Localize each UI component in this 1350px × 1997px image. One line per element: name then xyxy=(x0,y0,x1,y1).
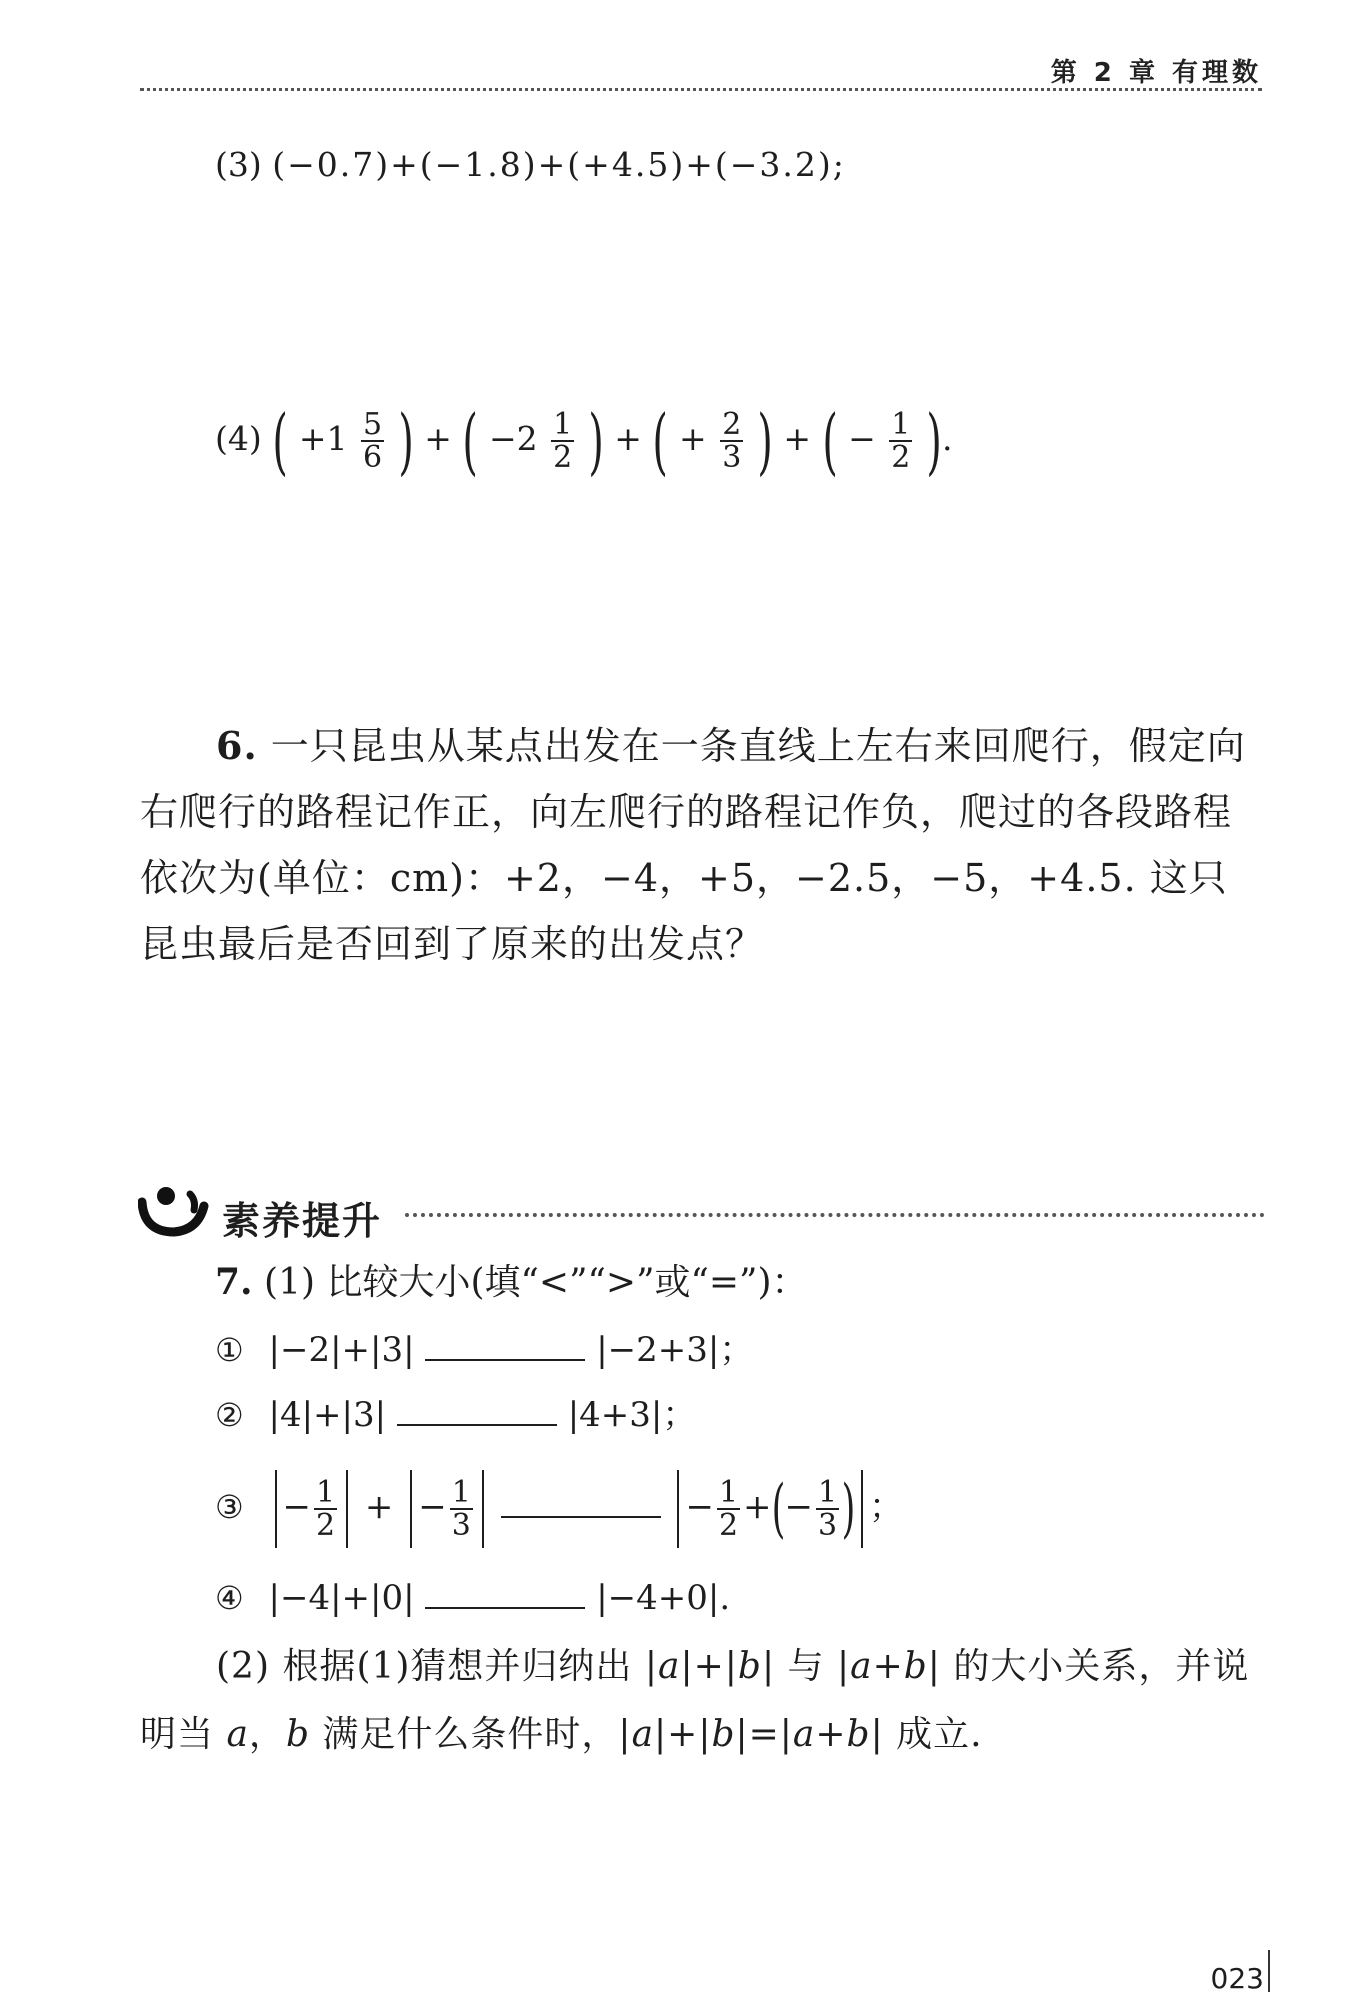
minus-sign: − xyxy=(784,1487,813,1527)
item-1-answer-blank[interactable] xyxy=(425,1359,585,1361)
abs-bar xyxy=(861,1470,863,1548)
paren-open: ( xyxy=(771,1472,785,1546)
var-a: a xyxy=(226,1714,249,1755)
abs-bar xyxy=(410,1470,412,1548)
var-b: b xyxy=(285,1714,310,1755)
part2-seg: |+| xyxy=(680,1646,738,1687)
frac-den: 3 xyxy=(818,1508,838,1543)
part2-seg: | 的大小关系，并说明当 xyxy=(140,1646,1250,1755)
part2-seg: 满足什么条件时，| xyxy=(309,1714,632,1755)
minus-sign: − xyxy=(282,1487,311,1527)
term1-whole: +1 xyxy=(298,419,348,458)
item-2-answer-blank[interactable] xyxy=(397,1424,557,1426)
item-3-frac-b xyxy=(450,1474,473,1543)
part2-seg: | 与 | xyxy=(761,1646,851,1687)
term4-num: 1 xyxy=(891,406,911,442)
var-a: a xyxy=(631,1714,655,1755)
compare-item-2 xyxy=(215,1395,696,1435)
term3-sign: + xyxy=(679,419,707,458)
frac-num: 1 xyxy=(451,1474,471,1510)
exercise-4 xyxy=(215,399,953,483)
item-1-right: |−2+3|； xyxy=(596,1330,754,1370)
section-title: 素养提升 xyxy=(222,1199,383,1243)
paren-open: ( xyxy=(821,399,838,483)
item-3-frac-c xyxy=(717,1474,740,1543)
part2-seg: |=| xyxy=(735,1714,793,1755)
paren-open: ( xyxy=(272,399,289,483)
page-number: 023 xyxy=(1210,1962,1264,1995)
term3-den: 3 xyxy=(722,440,742,475)
item-4-right: |−4+0|. xyxy=(596,1578,731,1618)
abs-bar xyxy=(677,1470,679,1548)
abs-bar xyxy=(275,1470,277,1548)
var-a: a xyxy=(658,1646,681,1687)
part2-seg: | 成立. xyxy=(870,1714,983,1755)
compare-item-3 xyxy=(215,1470,903,1560)
term1-den: 6 xyxy=(363,440,383,475)
item-3-marker: ③ xyxy=(215,1488,244,1526)
item-3-frac-a xyxy=(314,1474,337,1543)
item-3-frac-d xyxy=(816,1474,839,1543)
frac-den: 2 xyxy=(316,1508,336,1543)
frac-num: 1 xyxy=(718,1474,739,1510)
var-b: b xyxy=(737,1646,762,1687)
term1-fraction xyxy=(361,406,384,475)
plus-sign: + xyxy=(743,1487,772,1527)
paren-close: ) xyxy=(757,399,773,483)
question-7-part2 xyxy=(140,1633,1255,1769)
question-6-text: 一只昆虫从某点出发在一条直线上左右来回爬行，假定向右爬行的路程记作正，向左爬行的路程记作负，爬过的各段路程依次为(单位：cm)：+2，−4，+5，−2.5，−5，+4.5. 这只昆虫最后是否回到了原来的出发点？ xyxy=(140,724,1246,966)
item-2-left: |4|+|3| xyxy=(268,1395,387,1435)
item-3-end: ； xyxy=(869,1487,904,1527)
item-4-left: |−4|+|0| xyxy=(268,1578,415,1618)
chapter-header: 第 2 章 有理数 xyxy=(1050,58,1262,88)
plus-3: + xyxy=(783,419,812,458)
exercise-3-label: (3) xyxy=(215,145,262,184)
paren-close: ) xyxy=(588,399,604,483)
abs-bar xyxy=(482,1470,484,1548)
var-a-plus-b: a+b xyxy=(792,1714,871,1755)
paren-close: ) xyxy=(841,1472,856,1546)
question-7-part1 xyxy=(215,1262,808,1303)
header-dotted-rule xyxy=(140,88,1262,91)
plus-2: + xyxy=(614,419,642,458)
term4-fraction xyxy=(889,406,912,475)
term3-fraction xyxy=(720,406,743,475)
part2-seg: (2) 根据(1)猜想并归纳出 | xyxy=(216,1646,659,1687)
frac-num: 1 xyxy=(818,1474,838,1510)
paren-close: ) xyxy=(397,399,414,483)
part2-seg: |+| xyxy=(654,1714,712,1755)
term2-den: 2 xyxy=(553,440,573,475)
term4-sign: − xyxy=(848,419,876,458)
item-2-right: |4+3|； xyxy=(567,1395,697,1435)
paren-close: ) xyxy=(926,399,942,483)
part2-seg: ， xyxy=(248,1714,286,1755)
term2-whole: −2 xyxy=(488,419,538,458)
term3-num: 2 xyxy=(722,406,742,442)
question-7-part1-text: (1) 比较大小(填“<”“>”或“=”)： xyxy=(264,1262,808,1303)
abs-bar xyxy=(346,1470,348,1548)
term-end: . xyxy=(941,419,953,458)
compare-item-1 xyxy=(215,1330,753,1370)
term2-num: 1 xyxy=(553,406,573,442)
item-3-answer-blank[interactable] xyxy=(501,1516,661,1518)
compare-item-4 xyxy=(215,1578,730,1618)
question-6-number: 6. xyxy=(216,723,258,768)
frac-den: 3 xyxy=(451,1508,471,1543)
exercise-4-label: (4) xyxy=(215,419,262,458)
paren-open: ( xyxy=(652,399,669,483)
plus-1: + xyxy=(424,419,452,458)
item-2-marker: ② xyxy=(215,1396,244,1434)
frac-num: 1 xyxy=(316,1474,336,1510)
section-dotted-rule xyxy=(405,1213,1265,1217)
item-1-marker: ① xyxy=(215,1331,244,1369)
question-7-number: 7. xyxy=(215,1261,253,1303)
minus-sign: − xyxy=(418,1487,447,1527)
frac-den: 2 xyxy=(718,1508,739,1543)
item-4-marker: ④ xyxy=(215,1579,244,1617)
item-4-answer-blank[interactable] xyxy=(425,1607,585,1609)
question-6 xyxy=(140,713,1255,977)
exercise-3-expression: (−0.7)+(−1.8)+(+4.5)+(−3.2); xyxy=(272,145,846,184)
minus-sign: − xyxy=(685,1487,714,1527)
term1-num: 5 xyxy=(363,406,383,442)
section-smile-icon xyxy=(138,1180,210,1240)
item-1-left: |−2|+|3| xyxy=(268,1330,415,1370)
var-a-plus-b: a+b xyxy=(850,1646,928,1687)
var-b: b xyxy=(711,1714,736,1755)
plus-sign: + xyxy=(364,1487,394,1527)
term4-den: 2 xyxy=(891,440,911,475)
term2-fraction xyxy=(551,406,574,475)
paren-open: ( xyxy=(462,399,479,483)
exercise-3 xyxy=(215,145,846,185)
page-number-bar xyxy=(1268,1950,1270,1992)
